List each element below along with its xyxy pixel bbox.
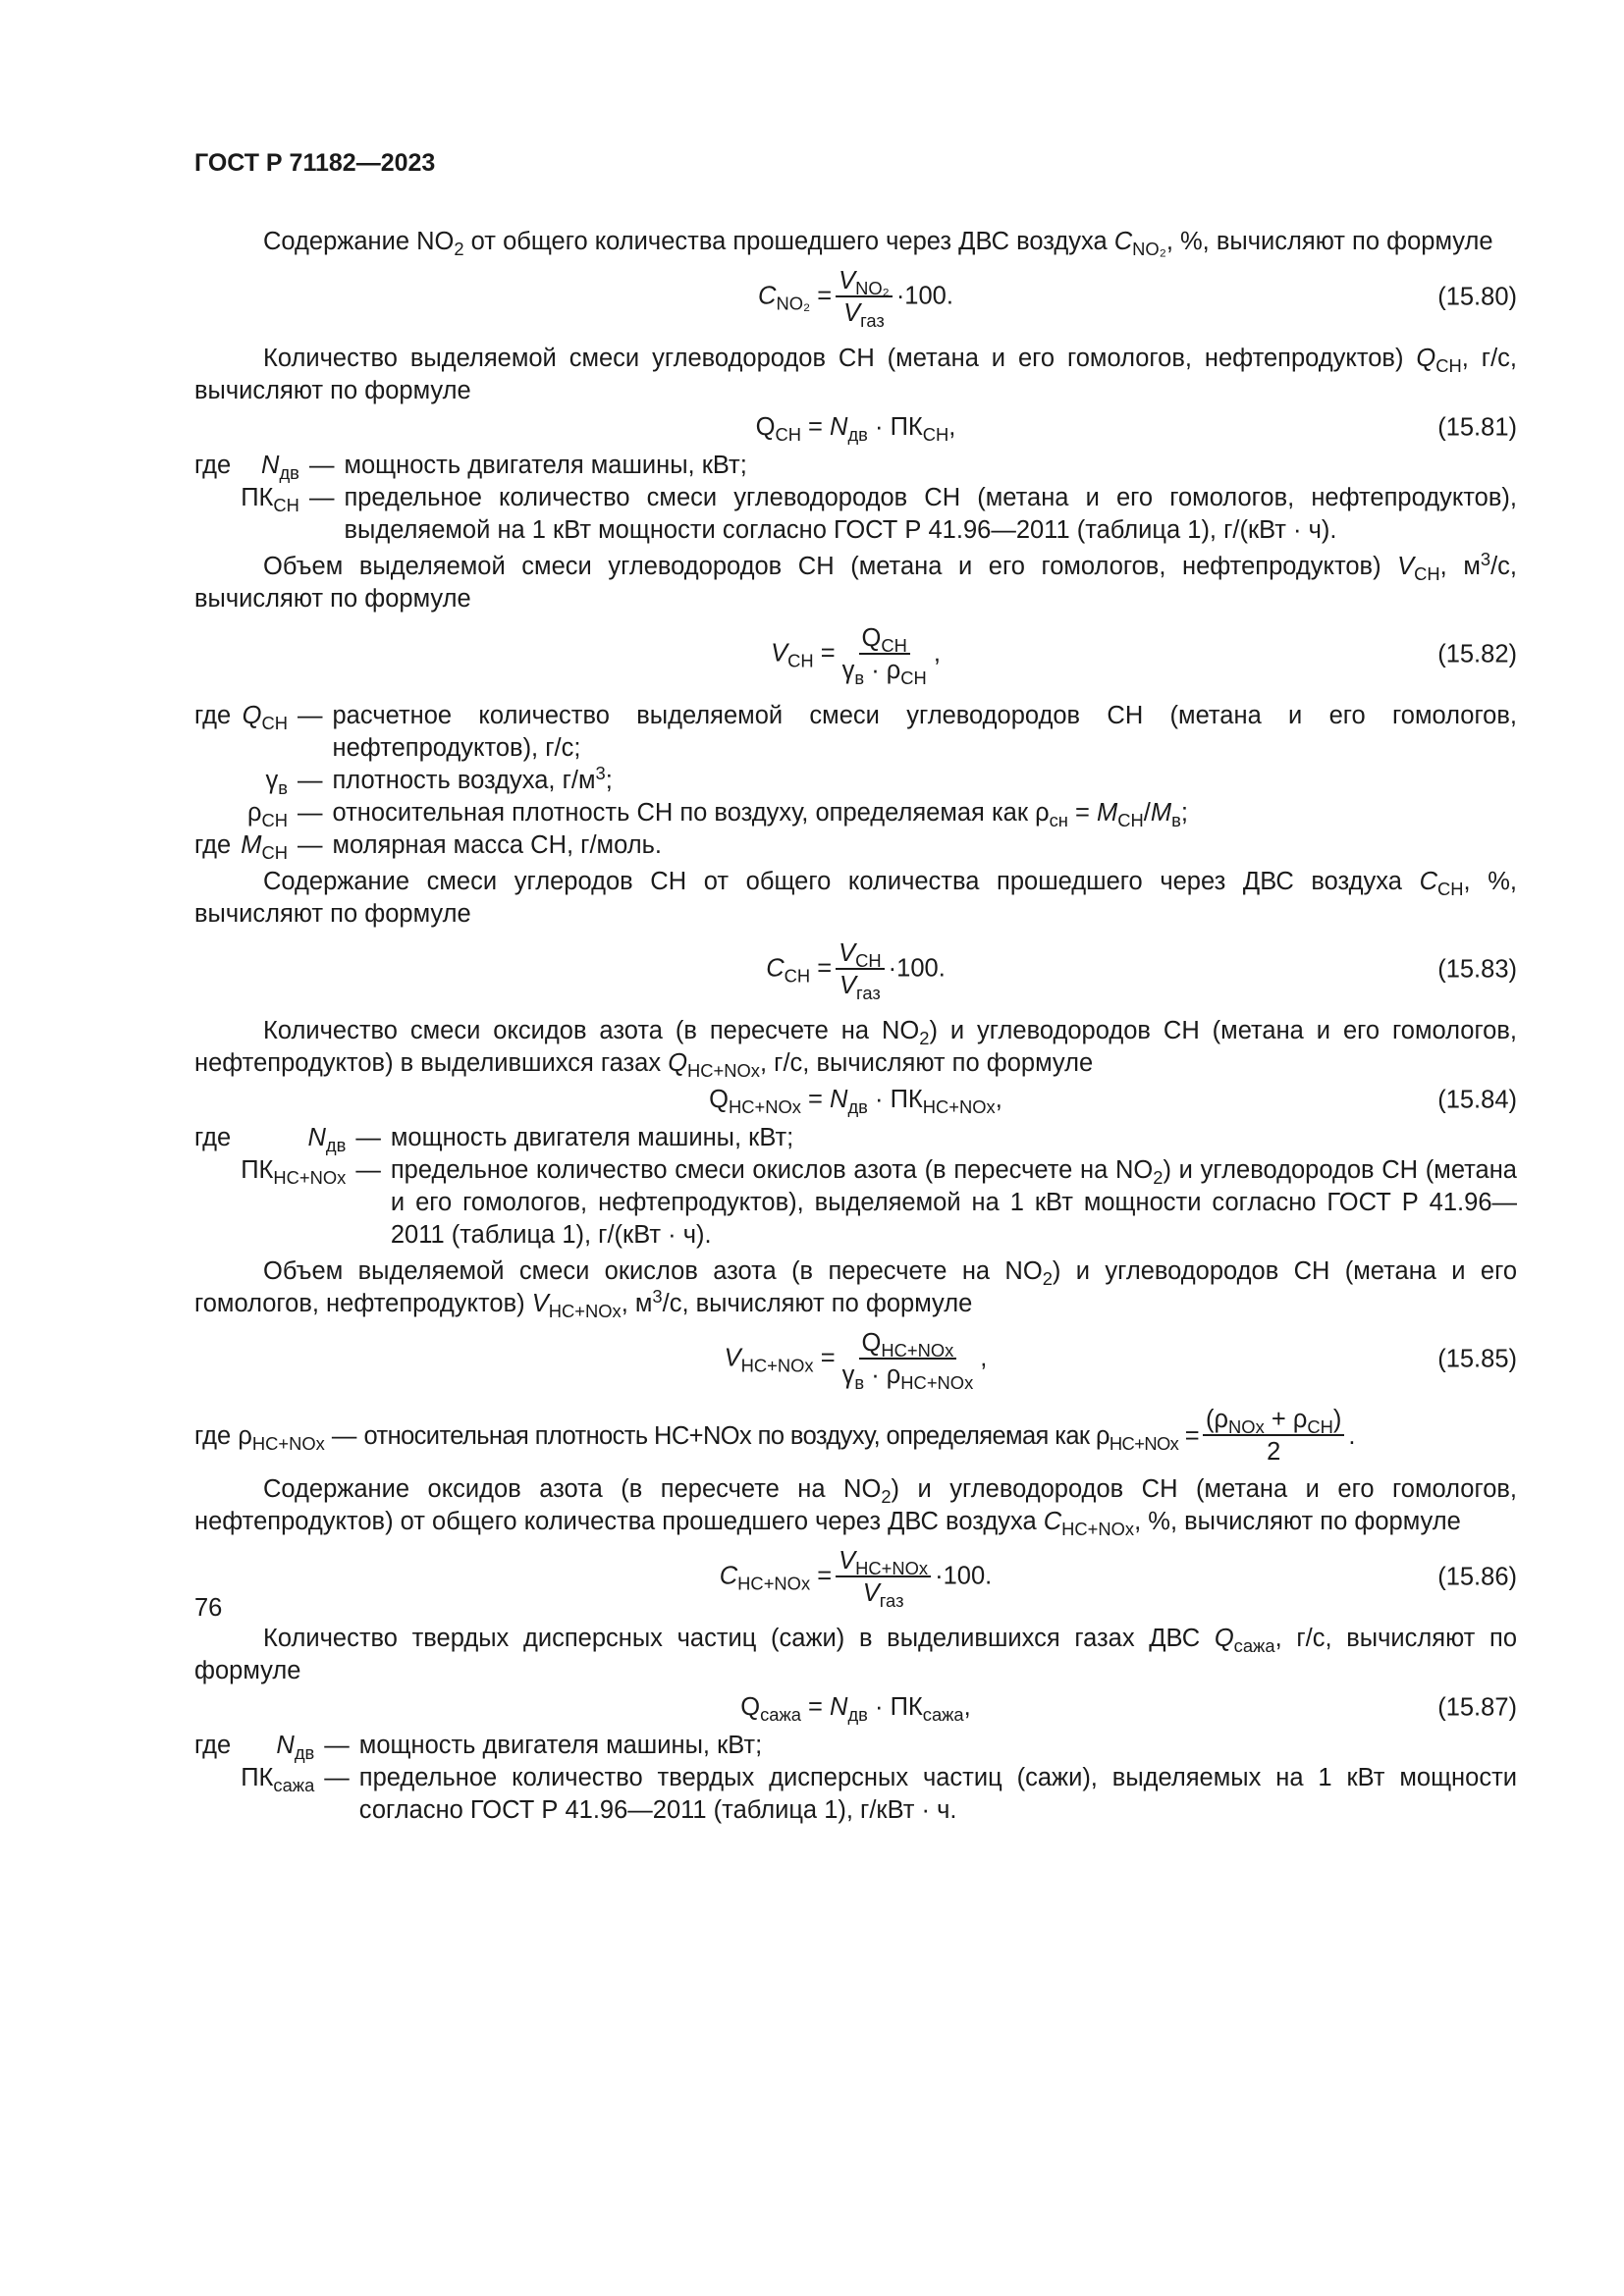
subscript: HC+NOx — [740, 1355, 814, 1376]
italic-symbol: Q — [242, 702, 262, 729]
text-run: ; — [1180, 799, 1188, 827]
fraction-numerator — [836, 938, 885, 970]
text-run: ) и углеводородов СН (метана и его гомологов, нефтепродуктов) от общего количества прошедшего через ДВС воздуха — [194, 1475, 1518, 1535]
subscript: HC+NOx — [881, 1339, 954, 1361]
formula — [194, 1546, 1517, 1609]
subscript: сажа — [273, 1774, 315, 1795]
subscript: 2 — [1042, 1267, 1053, 1289]
formula-number: (15.80) — [1437, 283, 1517, 311]
subscript: 2 — [881, 1485, 892, 1507]
italic-symbol: N — [830, 413, 848, 441]
text-run: ) — [1332, 1406, 1342, 1433]
text-run: = — [800, 1086, 831, 1113]
text-run: ·100. — [895, 282, 953, 310]
subscript: в — [854, 1371, 865, 1393]
paragraph — [194, 1015, 1517, 1080]
italic-symbol: N — [307, 1124, 326, 1151]
subscript: CH — [1117, 809, 1144, 830]
subscript: в — [278, 776, 288, 798]
fraction-numerator — [1203, 1405, 1344, 1436]
subscript: в — [1171, 809, 1181, 830]
text-run: ; — [605, 767, 613, 794]
formula-tail — [1348, 1420, 1355, 1453]
where-label: где — [194, 1732, 232, 1759]
formula — [194, 938, 1517, 1001]
definition-term — [241, 700, 288, 765]
subscript: HC+NOx — [855, 1557, 929, 1578]
formula-number: (15.85) — [1437, 1345, 1517, 1373]
subscript: HC+NOx — [548, 1300, 622, 1321]
formula-expression — [758, 266, 953, 329]
fraction — [836, 938, 885, 1001]
subscript: сажа — [922, 1703, 964, 1725]
text-run: мощность двигателя машины, кВт; — [344, 452, 747, 479]
fraction-numerator — [859, 623, 910, 655]
dash: — — [298, 767, 323, 794]
subscript: NO₂ — [1132, 238, 1166, 259]
italic-symbol: V — [839, 972, 857, 999]
text-run: предельное количество смеси углеводородов СН (метана и его гомологов, нефтепродуктов), выделяемой на 1 кВт мощности согласно ГОСТ Р 41.96—2011 (таблица 1), г/(кВт · ч). — [344, 484, 1517, 544]
dash: — — [331, 1421, 357, 1450]
text-run: , %, вычисляют по формуле — [194, 868, 1517, 928]
paragraph — [194, 343, 1517, 407]
fraction — [836, 266, 893, 329]
italic-symbol: C — [1113, 228, 1133, 255]
subscript: HC+NOx — [1061, 1518, 1135, 1539]
text-run: Содержание смеси углеродов СН от общего количества прошедшего через ДВС воздуха — [263, 868, 1420, 895]
text-run: Объем выделяемой смеси углеводородов СН (метана и его гомологов, нефтепродуктов) — [263, 553, 1398, 580]
definition-text — [344, 482, 1517, 547]
text-run: · ПК — [867, 1693, 923, 1721]
subscript: газ — [856, 982, 881, 1003]
text-run: , %, вычисляют по формуле — [1165, 228, 1493, 255]
definition-list — [194, 1730, 1517, 1827]
fraction-denominator — [837, 970, 884, 1001]
fraction — [836, 1546, 931, 1609]
text-run: γ — [841, 657, 855, 684]
text-run: = — [1178, 1421, 1200, 1450]
italic-symbol: C — [719, 1562, 738, 1590]
italic-symbol: C — [758, 282, 777, 310]
where-label — [194, 797, 231, 829]
text-run: , г/с, вычисляют по формуле — [760, 1049, 1094, 1077]
text-run: предельное количество твердых дисперсных частиц (сажи), выделяемых на 1 кВт мощности согласно ГОСТ Р 41.96—2011 (таблица 1), г/кВт · ч. — [358, 1764, 1517, 1824]
italic-symbol: M — [1097, 799, 1118, 827]
subscript: сажа — [1233, 1634, 1275, 1656]
italic-symbol: V — [771, 639, 788, 667]
text-run: / — [1143, 799, 1151, 827]
italic-symbol: Q — [1416, 345, 1436, 372]
text-run: ) и углеводородов СН (метана и его гомологов, нефтепродуктов), выделяемой на 1 кВт мощности согласно ГОСТ Р 41.96—2011 (таблица 1), г/(кВт · ч). — [390, 1156, 1517, 1249]
italic-symbol: C — [1419, 868, 1437, 895]
dash: — — [355, 1124, 381, 1151]
definition-text — [333, 797, 1518, 829]
text-run: Q — [740, 1693, 761, 1721]
italic-symbol: V — [839, 1547, 856, 1575]
dash: — — [308, 452, 335, 479]
text-run: γ — [265, 767, 279, 794]
fraction — [839, 1328, 977, 1391]
formula-expression — [756, 411, 956, 444]
italic-symbol: V — [724, 1344, 741, 1372]
formula-expression — [725, 1328, 988, 1391]
text-run: ·100. — [935, 1562, 993, 1590]
definition-list — [194, 1122, 1517, 1252]
definition-term — [238, 1420, 324, 1453]
where-label: где — [194, 702, 232, 729]
dash: — — [298, 702, 323, 729]
formula-number: (15.83) — [1437, 955, 1517, 984]
subscript: CH — [922, 423, 949, 445]
subscript: HC+NOx — [1109, 1432, 1179, 1454]
where-label — [194, 1154, 231, 1252]
subscript: газ — [860, 309, 885, 331]
text-run: ПК — [241, 1156, 274, 1184]
subscript: HC+NOx — [729, 1095, 801, 1117]
text-run: = — [813, 639, 836, 667]
subscript: сн — [1049, 809, 1068, 830]
formula — [194, 266, 1517, 329]
fraction-denominator — [860, 1577, 907, 1609]
paragraph — [194, 1473, 1517, 1538]
text-run: относительная плотность СН по воздуху, определяемая как ρ — [332, 799, 1050, 827]
where-label: где — [194, 1124, 232, 1151]
subscript: CH — [261, 712, 288, 733]
fraction-denominator — [1264, 1436, 1283, 1468]
definition-term — [241, 450, 299, 482]
definition-term — [241, 482, 299, 547]
italic-symbol: N — [276, 1732, 295, 1759]
italic-symbol: Q — [1214, 1625, 1234, 1652]
subscript: NO₂ — [776, 293, 811, 314]
text-run: Q — [755, 413, 776, 441]
text-run: Q — [709, 1086, 729, 1113]
italic-symbol: C — [766, 954, 785, 983]
text-run: · ПК — [867, 1086, 923, 1113]
formula-number: (15.86) — [1437, 1563, 1517, 1591]
fraction-denominator — [839, 655, 930, 686]
subscript: CH — [273, 494, 299, 515]
text-run: + ρ — [1264, 1406, 1308, 1433]
text-run: ПК — [241, 1764, 274, 1791]
text-run: , г/с, вычисляют по формуле — [194, 345, 1517, 404]
text-run: /с, вычисляют по формуле — [662, 1290, 973, 1317]
text-run: Содержание оксидов азота (в пересчете на NO — [263, 1475, 882, 1503]
definition-text — [333, 700, 1518, 765]
italic-symbol: M — [241, 831, 262, 859]
superscript: 3 — [652, 1285, 663, 1307]
text-run: Количество смеси оксидов азота (в пересчете на NO — [263, 1017, 920, 1044]
text-run: ПК — [241, 484, 274, 511]
text-run: , м — [621, 1290, 653, 1317]
subscript: CH — [855, 949, 882, 971]
text-run: ρ — [238, 1421, 252, 1450]
paragraph — [194, 1623, 1517, 1687]
paragraph — [194, 866, 1517, 931]
subscript: HC+NOx — [273, 1166, 347, 1188]
italic-symbol: V — [843, 299, 861, 327]
subscript: NOx — [1228, 1415, 1265, 1437]
fraction-numerator — [859, 1328, 957, 1360]
definition-term — [241, 1762, 314, 1827]
definition-text — [363, 1420, 1199, 1453]
subscript: CH — [900, 667, 927, 688]
text-run: предельное количество смеси окислов азота (в пересчете на NO — [390, 1156, 1154, 1184]
definition-term — [241, 797, 288, 829]
text-run: ρ — [246, 799, 262, 827]
subscript: CH — [1437, 878, 1464, 899]
text-run: = — [800, 1693, 831, 1721]
definition-text — [344, 450, 1517, 482]
formula — [194, 1691, 1517, 1724]
text-run: молярная масса СН, г/моль. — [332, 831, 662, 859]
subscript: HC+NOx — [687, 1059, 760, 1081]
text-run: ) и углеводородов СН (метана и его гомологов, нефтепродуктов) — [194, 1257, 1517, 1317]
subscript: CH — [1435, 354, 1462, 376]
where-label — [194, 1762, 231, 1827]
dash: — — [324, 1764, 350, 1791]
where-label: где — [194, 452, 232, 479]
formula — [194, 411, 1517, 444]
text-run: γ — [841, 1362, 855, 1389]
dash: — — [298, 799, 323, 827]
text-run: , — [948, 413, 956, 441]
subscript: CH — [881, 634, 907, 656]
formula-number: (15.87) — [1437, 1693, 1517, 1721]
definition-term — [241, 1730, 314, 1762]
definition-term — [241, 1122, 346, 1154]
where-label: где — [194, 1421, 232, 1450]
dash: — — [355, 1156, 381, 1184]
subscript: CH — [775, 423, 801, 445]
dash: — — [298, 831, 323, 859]
italic-symbol: V — [839, 267, 856, 294]
dash: — — [308, 484, 335, 511]
subscript: CH — [787, 650, 814, 671]
text-run: мощность двигателя машины, кВт; — [358, 1732, 763, 1759]
formula-expression — [720, 1546, 992, 1609]
text-run: 2 — [1267, 1438, 1281, 1466]
where-label — [194, 482, 231, 547]
formula-expression — [709, 1084, 1002, 1116]
text-run: · ПК — [867, 413, 923, 441]
fraction — [1203, 1405, 1344, 1468]
text-run: , — [980, 1344, 988, 1372]
text-run: /с, вычисляют по формуле — [194, 553, 1517, 613]
subscript: дв — [294, 1741, 315, 1763]
superscript: 3 — [1480, 548, 1491, 569]
text-run: Q — [861, 1329, 882, 1357]
subscript: дв — [279, 461, 299, 483]
page-number: 76 — [194, 1594, 223, 1622]
definition-text — [332, 762, 1518, 797]
text-run: = — [800, 413, 831, 441]
subscript: NO₂ — [855, 277, 890, 298]
text-run: , м — [1439, 553, 1481, 580]
formula-expression — [771, 623, 941, 686]
subscript: 2 — [454, 238, 464, 259]
italic-symbol: M — [1150, 799, 1172, 827]
paragraph — [194, 548, 1517, 615]
where-label — [194, 765, 231, 797]
definition-text — [391, 1154, 1517, 1252]
text-run: мощность двигателя машины, кВт; — [390, 1124, 794, 1151]
text-run: = — [813, 1344, 836, 1372]
text-run: относительная плотность HC+NOx по воздуху, определяемая как ρ — [363, 1421, 1110, 1450]
subscript: дв — [847, 1095, 868, 1117]
italic-symbol: N — [261, 452, 280, 479]
formula-number: (15.81) — [1437, 413, 1517, 441]
document-body — [194, 226, 1517, 1831]
italic-symbol: V — [862, 1579, 880, 1607]
fraction-denominator — [840, 297, 888, 329]
subscript: в — [854, 667, 865, 688]
subscript: газ — [879, 1589, 904, 1611]
text-run: от общего количества прошедшего через ДВС воздуха — [463, 228, 1114, 255]
subscript: дв — [325, 1134, 347, 1155]
text-run: Количество выделяемой смеси углеводородов СН (метана и его гомологов, нефтепродуктов) — [263, 345, 1417, 372]
definition-text — [359, 1762, 1517, 1827]
subscript: HC+NOx — [900, 1371, 974, 1393]
subscript: CH — [1307, 1415, 1333, 1437]
italic-symbol: V — [1397, 553, 1415, 580]
text-run: , — [995, 1086, 1002, 1113]
text-run: , — [933, 639, 941, 667]
subscript: CH — [261, 809, 288, 830]
fraction-denominator — [839, 1360, 977, 1391]
formula — [194, 1084, 1517, 1116]
text-run: ) и углеводородов СН (метана и его гомологов, нефтепродуктов) в выделившихся газах — [194, 1017, 1517, 1077]
subscript: HC+NOx — [922, 1095, 996, 1117]
italic-symbol: N — [830, 1693, 848, 1721]
text-run: ·100. — [888, 954, 946, 983]
italic-symbol: V — [531, 1290, 549, 1317]
text-run: Содержание NO — [263, 228, 455, 255]
formula-number: (15.82) — [1437, 640, 1517, 668]
subscript: дв — [847, 423, 868, 445]
text-run: , г/с, вычисляют по формуле — [194, 1625, 1517, 1684]
text-run: = — [810, 282, 833, 310]
italic-symbol: V — [839, 939, 856, 967]
subscript: CH — [1414, 562, 1440, 584]
italic-symbol: N — [830, 1086, 848, 1113]
subscript: CH — [784, 965, 811, 987]
subscript: HC+NOx — [737, 1573, 811, 1594]
subscript: 2 — [1153, 1166, 1164, 1188]
document-header: ГОСТ Р 71182—2023 — [194, 149, 436, 177]
subscript: дв — [847, 1703, 868, 1725]
text-run: · ρ — [864, 1362, 901, 1389]
definition-term — [241, 765, 288, 797]
definition-term — [241, 1154, 346, 1252]
text-run: Объем выделяемой смеси окислов азота (в пересчете на NO — [263, 1257, 1043, 1285]
formula — [194, 623, 1517, 686]
subscript: HC+NOx — [251, 1432, 325, 1454]
text-run: . — [1348, 1421, 1356, 1450]
where-label: где — [194, 831, 232, 859]
fraction — [839, 623, 930, 686]
text-run: Q — [861, 624, 882, 652]
formula — [194, 1328, 1517, 1391]
subscript: CH — [261, 841, 288, 863]
text-run: = — [1067, 799, 1097, 827]
formula-expression — [740, 1691, 971, 1724]
text-run: (ρ — [1206, 1406, 1229, 1433]
definition-list — [194, 700, 1517, 862]
definition-text — [333, 829, 1518, 862]
text-run: плотность воздуха, г/м — [332, 767, 596, 794]
superscript: 3 — [595, 762, 606, 783]
text-run: расчетное количество выделяемой смеси углеводородов СН (метана и его гомологов, нефтепродуктов), г/с; — [332, 702, 1517, 762]
text-run: · ρ — [864, 657, 901, 684]
definition-with-formula — [194, 1405, 1517, 1468]
text-run: , %, вычисляют по формуле — [1134, 1508, 1461, 1535]
italic-symbol: Q — [668, 1049, 688, 1077]
formula-expression — [766, 938, 946, 1001]
paragraph — [194, 226, 1517, 258]
formula-number: (15.84) — [1437, 1086, 1517, 1113]
text-run: Количество твердых дисперсных частиц (сажи) в выделившихся газах ДВС — [263, 1625, 1215, 1652]
paragraph — [194, 1255, 1517, 1320]
italic-symbol: C — [1043, 1508, 1062, 1535]
subscript: сажа — [760, 1703, 801, 1725]
definition-text — [359, 1730, 1517, 1762]
definition-text — [391, 1122, 1517, 1154]
dash: — — [324, 1732, 350, 1759]
fraction-numerator — [836, 1546, 931, 1577]
text-run: = — [810, 1562, 833, 1590]
fraction-numerator — [836, 266, 893, 297]
text-run: , — [963, 1693, 971, 1721]
definition-list — [194, 450, 1517, 547]
definition-term — [241, 829, 288, 862]
text-run: = — [810, 954, 833, 983]
subscript: 2 — [919, 1027, 930, 1048]
